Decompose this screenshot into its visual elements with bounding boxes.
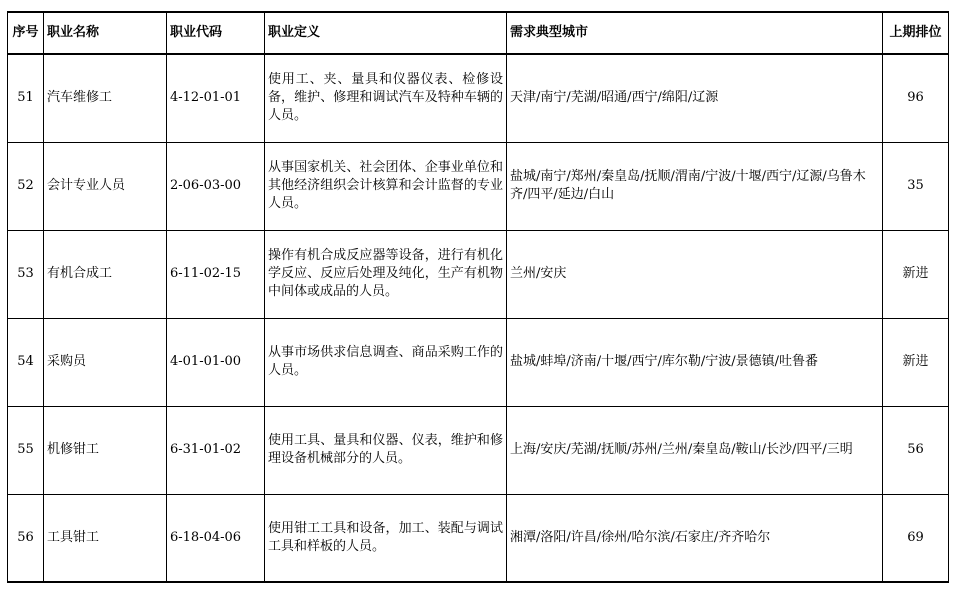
table-row [8,142,949,230]
cell-definition: 从事国家机关、社会团体、企事业单位和其他经济组织会计核算和会计监督的专业人员。 [265,142,507,230]
cell-definition: 使用钳工工具和设备，加工、装配与调试工具和样板的人员。 [265,494,507,582]
cell-code: 6-11-02-15 [167,230,265,318]
cell-cities: 兰州/安庆 [507,230,883,318]
cell-code: 4-12-01-01 [167,54,265,142]
cell-no: 55 [8,406,44,494]
cell-no: 53 [8,230,44,318]
cell-prev-rank: 新进 [883,230,949,318]
cell-code: 2-06-03-00 [167,142,265,230]
table-row [8,494,949,582]
cell-cities: 盐城/蚌埠/济南/十堰/西宁/库尔勒/宁波/景德镇/吐鲁番 [507,318,883,406]
table-row [8,318,949,406]
cell-prev-rank: 新进 [883,318,949,406]
header-definition: 职业定义 [265,12,507,54]
cell-definition: 操作有机合成反应器等设备，进行有机化学反应、反应后处理及纯化，生产有机物中间体或成品的人员。 [265,230,507,318]
cell-code: 6-31-01-02 [167,406,265,494]
cell-prev-rank: 69 [883,494,949,582]
cell-name: 汽车维修工 [44,54,167,142]
occupation-table [7,11,949,583]
cell-no: 54 [8,318,44,406]
cell-prev-rank: 35 [883,142,949,230]
cell-name: 采购员 [44,318,167,406]
cell-definition: 使用工具、量具和仪器、仪表，维护和修理设备机械部分的人员。 [265,406,507,494]
cell-prev-rank: 56 [883,406,949,494]
cell-no: 52 [8,142,44,230]
cell-name: 机修钳工 [44,406,167,494]
table-header [8,12,949,54]
table-body [8,54,949,582]
header-name: 职业名称 [44,12,167,54]
header-code: 职业代码 [167,12,265,54]
cell-name: 有机合成工 [44,230,167,318]
cell-cities: 盐城/南宁/郑州/秦皇岛/抚顺/渭南/宁波/十堰/西宁/辽源/乌鲁木齐/四平/延边/白山 [507,142,883,230]
table-row [8,54,949,142]
header-cities: 需求典型城市 [507,12,883,54]
cell-cities: 上海/安庆/芜湖/抚顺/苏州/兰州/秦皇岛/鞍山/长沙/四平/三明 [507,406,883,494]
header-prev-rank: 上期排位 [883,12,949,54]
cell-name: 会计专业人员 [44,142,167,230]
cell-definition: 从事市场供求信息调查、商品采购工作的人员。 [265,318,507,406]
table-row [8,230,949,318]
table-row [8,406,949,494]
cell-code: 4-01-01-00 [167,318,265,406]
header-no: 序号 [8,12,44,54]
cell-cities: 天津/南宁/芜湖/昭通/西宁/绵阳/辽源 [507,54,883,142]
cell-cities: 湘潭/洛阳/许昌/徐州/哈尔滨/石家庄/齐齐哈尔 [507,494,883,582]
header-row [8,12,949,54]
cell-no: 56 [8,494,44,582]
cell-definition: 使用工、夹、量具和仪器仪表、检修设备，维护、修理和调试汽车及特种车辆的人员。 [265,54,507,142]
cell-prev-rank: 96 [883,54,949,142]
cell-code: 6-18-04-06 [167,494,265,582]
cell-no: 51 [8,54,44,142]
cell-name: 工具钳工 [44,494,167,582]
